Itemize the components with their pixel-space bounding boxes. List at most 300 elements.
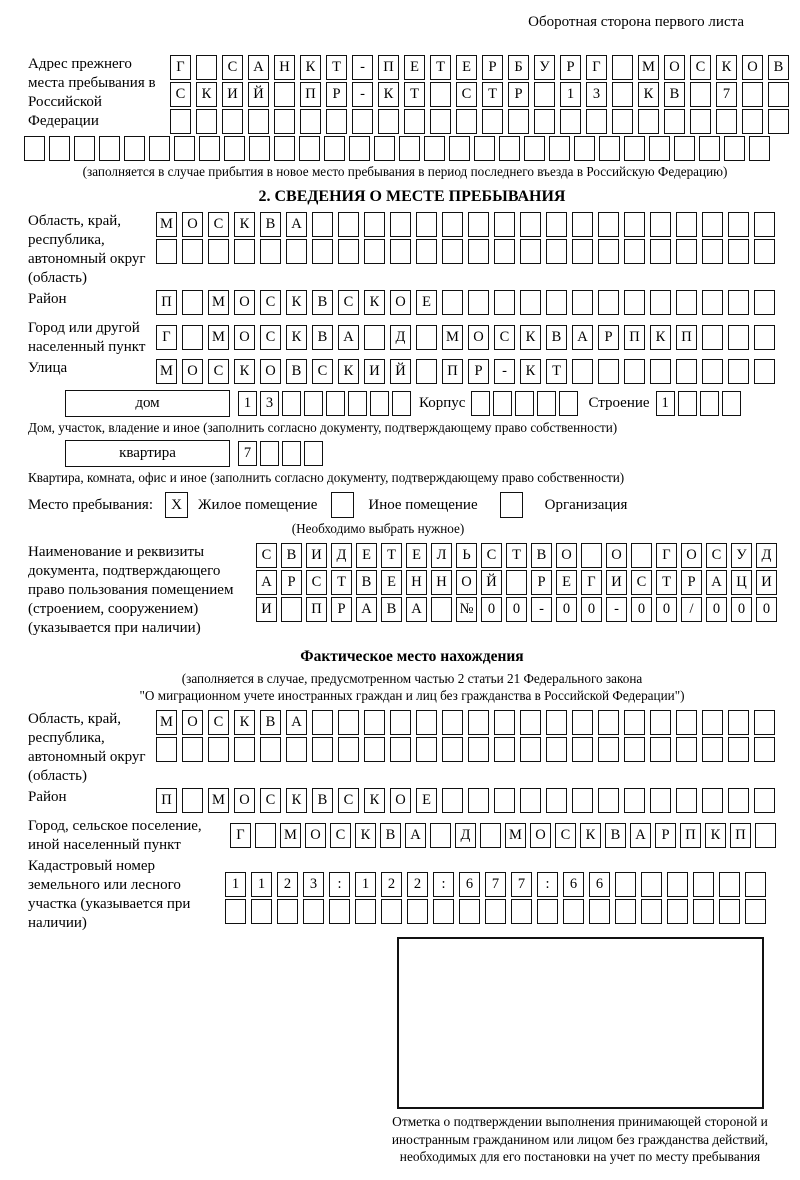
- form-cell[interactable]: [348, 391, 367, 416]
- form-cell[interactable]: 3: [303, 872, 324, 897]
- form-cell[interactable]: [329, 899, 350, 924]
- form-cell[interactable]: 2: [277, 872, 298, 897]
- form-cell[interactable]: 0: [506, 597, 527, 622]
- form-cell[interactable]: [624, 136, 645, 161]
- form-cell[interactable]: [251, 899, 272, 924]
- form-cell[interactable]: О: [234, 290, 255, 315]
- form-cell[interactable]: Ц: [731, 570, 752, 595]
- form-cell[interactable]: [182, 290, 203, 315]
- form-cell[interactable]: [537, 391, 556, 416]
- form-cell[interactable]: Е: [556, 570, 577, 595]
- form-cell[interactable]: /: [681, 597, 702, 622]
- form-cell[interactable]: Р: [655, 823, 676, 848]
- form-cell[interactable]: О: [182, 212, 203, 237]
- form-cell[interactable]: [468, 239, 489, 264]
- form-cell[interactable]: В: [312, 788, 333, 813]
- form-cell[interactable]: [364, 710, 385, 735]
- form-cell[interactable]: Р: [560, 55, 581, 80]
- form-cell[interactable]: [546, 239, 567, 264]
- form-cell[interactable]: Р: [681, 570, 702, 595]
- form-cell[interactable]: [563, 899, 584, 924]
- form-cell[interactable]: К: [520, 325, 541, 350]
- form-cell[interactable]: В: [381, 597, 402, 622]
- form-cell[interactable]: [520, 239, 541, 264]
- form-cell[interactable]: [690, 82, 711, 107]
- form-cell[interactable]: 0: [581, 597, 602, 622]
- form-cell[interactable]: В: [260, 710, 281, 735]
- form-cell[interactable]: В: [531, 543, 552, 568]
- form-cell[interactable]: 0: [731, 597, 752, 622]
- form-cell[interactable]: [615, 872, 636, 897]
- form-cell[interactable]: М: [280, 823, 301, 848]
- form-cell[interactable]: [534, 82, 555, 107]
- form-cell[interactable]: С: [481, 543, 502, 568]
- form-cell[interactable]: [520, 737, 541, 762]
- form-cell[interactable]: К: [338, 359, 359, 384]
- form-cell[interactable]: [416, 239, 437, 264]
- form-cell[interactable]: [338, 212, 359, 237]
- form-cell[interactable]: [485, 899, 506, 924]
- form-cell[interactable]: [494, 239, 515, 264]
- form-cell[interactable]: [572, 788, 593, 813]
- form-cell[interactable]: [407, 899, 428, 924]
- form-cell[interactable]: С: [222, 55, 243, 80]
- form-cell[interactable]: [349, 136, 370, 161]
- form-cell[interactable]: П: [442, 359, 463, 384]
- form-cell[interactable]: [641, 899, 662, 924]
- form-cell[interactable]: [624, 788, 645, 813]
- form-cell[interactable]: :: [537, 872, 558, 897]
- form-cell[interactable]: [728, 290, 749, 315]
- form-cell[interactable]: П: [378, 55, 399, 80]
- form-cell[interactable]: [430, 823, 451, 848]
- form-cell[interactable]: [650, 710, 671, 735]
- form-cell[interactable]: [480, 823, 501, 848]
- form-cell[interactable]: [442, 788, 463, 813]
- form-cell[interactable]: [598, 239, 619, 264]
- form-cell[interactable]: К: [286, 788, 307, 813]
- form-cell[interactable]: [416, 737, 437, 762]
- form-cell[interactable]: В: [286, 359, 307, 384]
- form-cell[interactable]: О: [556, 543, 577, 568]
- form-cell[interactable]: [255, 823, 276, 848]
- form-cell[interactable]: Т: [656, 570, 677, 595]
- form-cell[interactable]: [598, 788, 619, 813]
- form-cell[interactable]: [728, 325, 749, 350]
- form-cell[interactable]: [728, 788, 749, 813]
- checkbox-organization[interactable]: [500, 492, 523, 518]
- form-cell[interactable]: С: [306, 570, 327, 595]
- form-cell[interactable]: Т: [404, 82, 425, 107]
- form-cell[interactable]: [300, 109, 321, 134]
- form-cell[interactable]: П: [676, 325, 697, 350]
- form-cell[interactable]: С: [494, 325, 515, 350]
- form-cell[interactable]: Т: [506, 543, 527, 568]
- form-cell[interactable]: [149, 136, 170, 161]
- form-cell[interactable]: [728, 239, 749, 264]
- form-cell[interactable]: [234, 239, 255, 264]
- form-cell[interactable]: А: [338, 325, 359, 350]
- form-cell[interactable]: И: [306, 543, 327, 568]
- form-cell[interactable]: В: [768, 55, 789, 80]
- form-cell[interactable]: [598, 710, 619, 735]
- form-cell[interactable]: 1: [560, 82, 581, 107]
- form-cell[interactable]: [494, 788, 515, 813]
- form-cell[interactable]: А: [572, 325, 593, 350]
- form-cell[interactable]: [515, 391, 534, 416]
- form-cell[interactable]: [424, 136, 445, 161]
- form-cell[interactable]: Д: [331, 543, 352, 568]
- form-cell[interactable]: [156, 239, 177, 264]
- form-cell[interactable]: [381, 899, 402, 924]
- form-cell[interactable]: [572, 290, 593, 315]
- form-cell[interactable]: [225, 899, 246, 924]
- form-cell[interactable]: Т: [326, 55, 347, 80]
- form-cell[interactable]: 1: [355, 872, 376, 897]
- form-cell[interactable]: [494, 212, 515, 237]
- form-cell[interactable]: [520, 212, 541, 237]
- form-cell[interactable]: [399, 136, 420, 161]
- form-cell[interactable]: М: [638, 55, 659, 80]
- form-cell[interactable]: [312, 212, 333, 237]
- form-cell[interactable]: [690, 109, 711, 134]
- form-cell[interactable]: В: [260, 212, 281, 237]
- form-cell[interactable]: [598, 359, 619, 384]
- form-cell[interactable]: №: [456, 597, 477, 622]
- form-cell[interactable]: О: [606, 543, 627, 568]
- form-cell[interactable]: [667, 872, 688, 897]
- form-cell[interactable]: [754, 788, 775, 813]
- form-cell[interactable]: И: [364, 359, 385, 384]
- form-cell[interactable]: Й: [390, 359, 411, 384]
- form-cell[interactable]: Г: [656, 543, 677, 568]
- form-cell[interactable]: [456, 109, 477, 134]
- form-cell[interactable]: О: [305, 823, 326, 848]
- form-cell[interactable]: [546, 212, 567, 237]
- form-cell[interactable]: [390, 239, 411, 264]
- form-cell[interactable]: Р: [531, 570, 552, 595]
- form-cell[interactable]: [754, 212, 775, 237]
- form-cell[interactable]: [170, 109, 191, 134]
- form-cell[interactable]: [390, 710, 411, 735]
- form-cell[interactable]: Р: [326, 82, 347, 107]
- form-cell[interactable]: [650, 290, 671, 315]
- form-cell[interactable]: Г: [230, 823, 251, 848]
- form-cell[interactable]: [745, 872, 766, 897]
- form-cell[interactable]: [612, 82, 633, 107]
- form-cell[interactable]: С: [208, 359, 229, 384]
- form-cell[interactable]: 3: [586, 82, 607, 107]
- form-cell[interactable]: [430, 109, 451, 134]
- form-cell[interactable]: [24, 136, 45, 161]
- form-cell[interactable]: Д: [455, 823, 476, 848]
- form-cell[interactable]: [524, 136, 545, 161]
- form-cell[interactable]: О: [664, 55, 685, 80]
- form-cell[interactable]: [534, 109, 555, 134]
- form-cell[interactable]: Г: [156, 325, 177, 350]
- form-cell[interactable]: -: [606, 597, 627, 622]
- form-cell[interactable]: [676, 290, 697, 315]
- form-cell[interactable]: С: [170, 82, 191, 107]
- form-cell[interactable]: 1: [238, 391, 257, 416]
- form-cell[interactable]: 6: [563, 872, 584, 897]
- form-cell[interactable]: [182, 239, 203, 264]
- form-cell[interactable]: [338, 239, 359, 264]
- form-cell[interactable]: [312, 710, 333, 735]
- form-cell[interactable]: [724, 136, 745, 161]
- form-cell[interactable]: [260, 737, 281, 762]
- form-cell[interactable]: В: [546, 325, 567, 350]
- form-cell[interactable]: [199, 136, 220, 161]
- form-cell[interactable]: Й: [481, 570, 502, 595]
- form-cell[interactable]: С: [208, 212, 229, 237]
- checkbox-other-premises[interactable]: [331, 492, 354, 518]
- form-cell[interactable]: [74, 136, 95, 161]
- form-cell[interactable]: Т: [381, 543, 402, 568]
- form-cell[interactable]: 0: [706, 597, 727, 622]
- form-cell[interactable]: [312, 737, 333, 762]
- form-cell[interactable]: [364, 325, 385, 350]
- form-cell[interactable]: А: [706, 570, 727, 595]
- form-cell[interactable]: М: [208, 325, 229, 350]
- form-cell[interactable]: [208, 239, 229, 264]
- form-cell[interactable]: А: [630, 823, 651, 848]
- form-cell[interactable]: [650, 239, 671, 264]
- form-cell[interactable]: В: [312, 325, 333, 350]
- form-cell[interactable]: [716, 109, 737, 134]
- form-cell[interactable]: П: [624, 325, 645, 350]
- form-cell[interactable]: [559, 391, 578, 416]
- form-cell[interactable]: 0: [631, 597, 652, 622]
- form-cell[interactable]: [537, 899, 558, 924]
- form-cell[interactable]: [493, 391, 512, 416]
- form-cell[interactable]: М: [156, 710, 177, 735]
- form-cell[interactable]: Г: [586, 55, 607, 80]
- form-cell[interactable]: [416, 325, 437, 350]
- form-cell[interactable]: [624, 737, 645, 762]
- form-cell[interactable]: [572, 212, 593, 237]
- form-cell[interactable]: [572, 710, 593, 735]
- checkbox-residential[interactable]: X: [165, 492, 188, 518]
- form-cell[interactable]: 7: [485, 872, 506, 897]
- form-cell[interactable]: Т: [482, 82, 503, 107]
- form-cell[interactable]: [364, 737, 385, 762]
- form-cell[interactable]: И: [756, 570, 777, 595]
- form-cell[interactable]: А: [248, 55, 269, 80]
- form-cell[interactable]: А: [286, 212, 307, 237]
- form-cell[interactable]: С: [338, 290, 359, 315]
- form-cell[interactable]: 3: [260, 391, 279, 416]
- form-cell[interactable]: М: [208, 290, 229, 315]
- form-cell[interactable]: -: [531, 597, 552, 622]
- form-cell[interactable]: [612, 55, 633, 80]
- form-cell[interactable]: [449, 136, 470, 161]
- form-cell[interactable]: [649, 136, 670, 161]
- form-cell[interactable]: [702, 212, 723, 237]
- form-cell[interactable]: [274, 82, 295, 107]
- form-cell[interactable]: [664, 109, 685, 134]
- form-cell[interactable]: [494, 710, 515, 735]
- form-cell[interactable]: М: [156, 359, 177, 384]
- form-cell[interactable]: О: [182, 359, 203, 384]
- form-cell[interactable]: М: [156, 212, 177, 237]
- form-cell[interactable]: 6: [459, 872, 480, 897]
- form-cell[interactable]: [676, 239, 697, 264]
- form-cell[interactable]: [442, 239, 463, 264]
- form-cell[interactable]: [768, 109, 789, 134]
- form-cell[interactable]: А: [256, 570, 277, 595]
- form-cell[interactable]: 6: [589, 872, 610, 897]
- form-cell[interactable]: В: [356, 570, 377, 595]
- form-cell[interactable]: Е: [404, 55, 425, 80]
- form-cell[interactable]: [598, 212, 619, 237]
- form-cell[interactable]: [471, 391, 490, 416]
- form-cell[interactable]: [404, 109, 425, 134]
- form-cell[interactable]: [286, 239, 307, 264]
- form-cell[interactable]: В: [605, 823, 626, 848]
- form-cell[interactable]: [678, 391, 697, 416]
- form-cell[interactable]: [598, 290, 619, 315]
- form-cell[interactable]: -: [494, 359, 515, 384]
- form-cell[interactable]: [299, 136, 320, 161]
- form-cell[interactable]: [719, 872, 740, 897]
- form-cell[interactable]: [416, 212, 437, 237]
- form-cell[interactable]: 1: [251, 872, 272, 897]
- form-cell[interactable]: С: [256, 543, 277, 568]
- form-cell[interactable]: [676, 710, 697, 735]
- form-cell[interactable]: [742, 109, 763, 134]
- form-cell[interactable]: [755, 823, 776, 848]
- form-cell[interactable]: [392, 391, 411, 416]
- form-cell[interactable]: С: [631, 570, 652, 595]
- form-cell[interactable]: [728, 212, 749, 237]
- form-cell[interactable]: К: [580, 823, 601, 848]
- form-cell[interactable]: [702, 325, 723, 350]
- form-cell[interactable]: [598, 737, 619, 762]
- form-cell[interactable]: [693, 899, 714, 924]
- form-cell[interactable]: 2: [407, 872, 428, 897]
- form-cell[interactable]: [355, 899, 376, 924]
- form-cell[interactable]: [702, 710, 723, 735]
- form-cell[interactable]: К: [234, 212, 255, 237]
- form-cell[interactable]: :: [433, 872, 454, 897]
- form-cell[interactable]: [546, 737, 567, 762]
- form-cell[interactable]: [546, 290, 567, 315]
- form-cell[interactable]: [615, 899, 636, 924]
- form-cell[interactable]: [124, 136, 145, 161]
- form-cell[interactable]: 7: [511, 872, 532, 897]
- form-cell[interactable]: Р: [281, 570, 302, 595]
- form-cell[interactable]: [638, 109, 659, 134]
- form-cell[interactable]: П: [306, 597, 327, 622]
- form-cell[interactable]: [560, 109, 581, 134]
- form-cell[interactable]: П: [156, 290, 177, 315]
- form-cell[interactable]: А: [286, 710, 307, 735]
- form-cell[interactable]: О: [260, 359, 281, 384]
- form-cell[interactable]: Н: [406, 570, 427, 595]
- form-cell[interactable]: [702, 788, 723, 813]
- form-cell[interactable]: [586, 109, 607, 134]
- form-cell[interactable]: [468, 212, 489, 237]
- form-cell[interactable]: Б: [508, 55, 529, 80]
- form-cell[interactable]: В: [312, 290, 333, 315]
- form-cell[interactable]: О: [681, 543, 702, 568]
- form-cell[interactable]: [511, 899, 532, 924]
- form-cell[interactable]: [274, 136, 295, 161]
- form-cell[interactable]: [506, 570, 527, 595]
- form-cell[interactable]: [581, 543, 602, 568]
- form-cell[interactable]: [676, 212, 697, 237]
- form-cell[interactable]: [768, 82, 789, 107]
- form-cell[interactable]: [274, 109, 295, 134]
- form-cell[interactable]: О: [234, 788, 255, 813]
- form-cell[interactable]: Й: [248, 82, 269, 107]
- form-cell[interactable]: [702, 239, 723, 264]
- form-cell[interactable]: [599, 136, 620, 161]
- form-cell[interactable]: [416, 359, 437, 384]
- form-cell[interactable]: [474, 136, 495, 161]
- form-cell[interactable]: К: [520, 359, 541, 384]
- form-cell[interactable]: [374, 136, 395, 161]
- form-cell[interactable]: [754, 239, 775, 264]
- form-cell[interactable]: П: [730, 823, 751, 848]
- form-cell[interactable]: К: [364, 290, 385, 315]
- form-cell[interactable]: К: [196, 82, 217, 107]
- form-cell[interactable]: 0: [481, 597, 502, 622]
- form-cell[interactable]: [754, 737, 775, 762]
- form-cell[interactable]: [442, 710, 463, 735]
- form-cell[interactable]: [624, 239, 645, 264]
- form-cell[interactable]: С: [690, 55, 711, 80]
- form-cell[interactable]: С: [260, 290, 281, 315]
- form-cell[interactable]: О: [742, 55, 763, 80]
- form-cell[interactable]: [208, 737, 229, 762]
- form-cell[interactable]: [589, 899, 610, 924]
- form-cell[interactable]: И: [606, 570, 627, 595]
- form-cell[interactable]: [749, 136, 770, 161]
- form-cell[interactable]: [260, 239, 281, 264]
- form-cell[interactable]: К: [355, 823, 376, 848]
- form-cell[interactable]: К: [716, 55, 737, 80]
- form-cell[interactable]: И: [222, 82, 243, 107]
- form-cell[interactable]: К: [638, 82, 659, 107]
- form-cell[interactable]: [742, 82, 763, 107]
- form-cell[interactable]: К: [378, 82, 399, 107]
- form-cell[interactable]: [676, 788, 697, 813]
- form-cell[interactable]: [260, 441, 279, 466]
- form-cell[interactable]: [352, 109, 373, 134]
- form-cell[interactable]: 7: [716, 82, 737, 107]
- form-cell[interactable]: Г: [581, 570, 602, 595]
- form-cell[interactable]: [499, 136, 520, 161]
- form-cell[interactable]: [754, 325, 775, 350]
- form-cell[interactable]: [430, 82, 451, 107]
- form-cell[interactable]: В: [664, 82, 685, 107]
- form-cell[interactable]: [612, 109, 633, 134]
- form-cell[interactable]: [728, 710, 749, 735]
- form-cell[interactable]: [650, 359, 671, 384]
- form-cell[interactable]: [693, 872, 714, 897]
- form-cell[interactable]: [702, 290, 723, 315]
- form-cell[interactable]: Т: [430, 55, 451, 80]
- form-cell[interactable]: [572, 737, 593, 762]
- form-cell[interactable]: [277, 899, 298, 924]
- form-cell[interactable]: [674, 136, 695, 161]
- form-cell[interactable]: Р: [331, 597, 352, 622]
- form-cell[interactable]: [459, 899, 480, 924]
- form-cell[interactable]: Д: [390, 325, 411, 350]
- form-cell[interactable]: [702, 737, 723, 762]
